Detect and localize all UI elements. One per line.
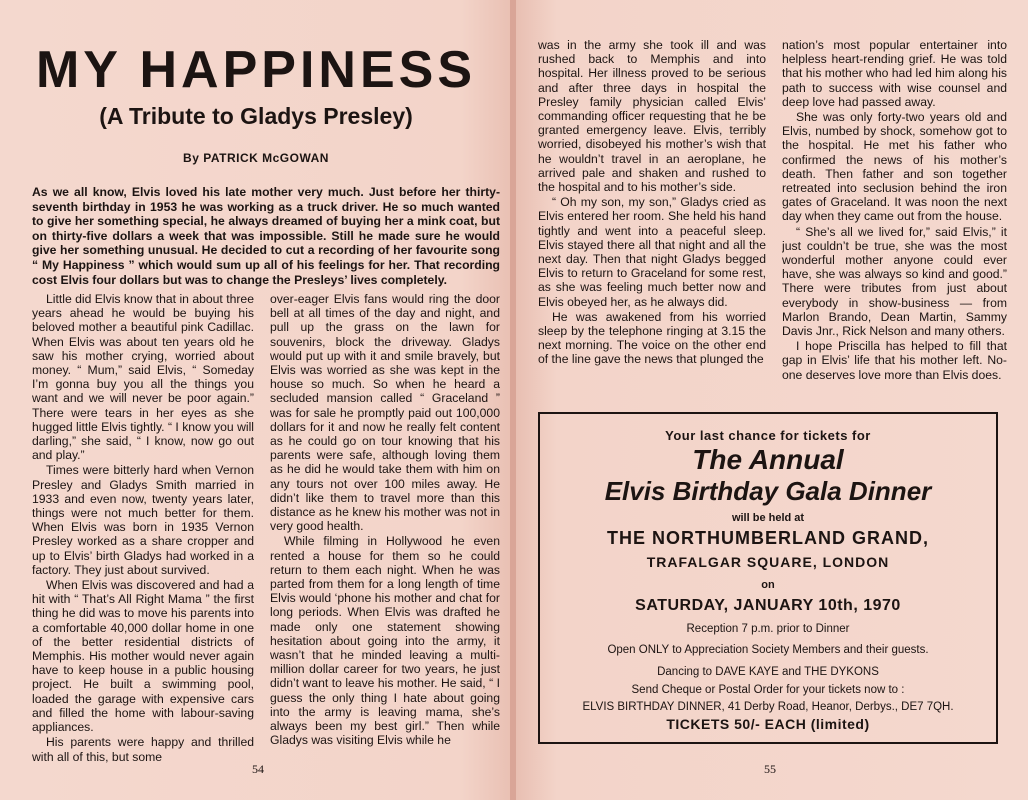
page-number-right: 55 xyxy=(764,762,776,776)
ad-venue: THE NORTHUMBERLAND GRAND, xyxy=(607,528,929,548)
ad-dancing: Dancing to DAVE KAYE and THE DYKONS xyxy=(657,666,879,678)
paragraph: She was only forty-two years old and Elvis, numbed by shock, somehow got to the hospital. He met his father who confirmed the news of his mother’s death. Then father and son together retreated into seclusion behind the iron gates of Graceland. It was noon the next day when they came out from the house. xyxy=(782,110,1007,224)
paragraph: When Elvis was discovered and had a hit with “ That’s All Right Mama ” the first thing he did was to move his parents into a comfortable 40,000 dollar home in one of the better residential districts of Memphis. His mother would never again have to keep house in a public housing project. He built a swimming pool, loaded the garage with expensive cars and filled the home with labour-saving appliances. xyxy=(32,578,254,735)
paragraph: He was awakened from his worried sleep by the telephone ringing at 3.15 the next morning. The voice on the other end of the line gave the news that plunged the xyxy=(538,309,766,367)
gala-dinner-advertisement xyxy=(538,412,998,744)
ad-ticket-price: TICKETS 50/- EACH (limited) xyxy=(666,716,870,732)
ad-date: SATURDAY, JANUARY 10th, 1970 xyxy=(635,597,901,614)
paragraph: Little did Elvis know that in about three years ahead he would be buying his beloved mother a beautiful pink Cadillac. When Elvis was about ten years old he saw his mother crying, worried about money. “ Mum,” said Elvis, “ Someday I’m gonna buy you all the things you want and we will never be poor again.” There were tears in her eyes as she hugged little Elvis tightly. “ I know you will darling,” she said, “ I know, now go out and play.” xyxy=(32,292,254,463)
paragraph: was in the army she took ill and was rushed back to Memphis and into hospital. Her illness proved to be serious and after three days in hospital the Presley family physician called Elvis’ commanding officer requesting that he be granted emergency leave. Elvis, terribly worried, disobeyed his mother’s wish that he wouldn’t travel in an aeroplane, he arrived pale and shaken and rushed to the hospital and to his mother’s side. xyxy=(538,38,766,195)
paragraph: nation’s most popular entertainer into helpless heart-rending grief. He was told that his mother who had led him along his path to success with wise counsel and deep love had passed away. xyxy=(782,38,1007,109)
left-page xyxy=(0,0,512,800)
right-column-2 xyxy=(782,38,1007,398)
paragraph: His parents were happy and thrilled with all of this, but some xyxy=(32,735,254,764)
paragraph: Times were bitterly hard when Vernon Presley and Gladys Smith married in 1933 and even now, twenty years later, things were not much better for them. When Elvis was born in 1935 Vernon Presley worked as a share cropper and up to Elvis’ birth Gladys had worked in a factory. They just about survived. xyxy=(32,463,254,577)
left-column-2 xyxy=(270,292,500,762)
ad-venue-location: TRAFALGAR SQUARE, LONDON xyxy=(646,554,890,570)
ad-held-at: will be held at xyxy=(731,512,805,524)
ad-eligibility: Open ONLY to Appreciation Society Members and their guests. xyxy=(607,644,929,656)
ad-reception: Reception 7 p.m. prior to Dinner xyxy=(686,623,850,635)
left-column-1 xyxy=(32,292,254,772)
article-subtitle: (A Tribute to Gladys Presley) xyxy=(99,103,413,129)
ad-address: ELVIS BIRTHDAY DINNER, 41 Derby Road, Heanor, Derbys., DE7 7QH. xyxy=(582,701,954,713)
paragraph: “ Oh my son, my son,” Gladys cried as Elvis entered her room. She held his hand tightly and went into a peaceful sleep. Elvis stayed there all that night and all the next day. Then that night Gladys begged Elvis to return to Graceland for some rest, as she was feeling much better now and Elvis obeyed her, as he always did. xyxy=(538,195,766,309)
right-page xyxy=(516,0,1028,800)
ad-on: on xyxy=(761,579,775,591)
article-title: MY HAPPINESS xyxy=(35,41,477,99)
ad-send-instructions: Send Cheque or Postal Order for your tickets now to : xyxy=(631,684,905,696)
paragraph: I hope Priscilla has helped to fill that gap in Elvis’ life that his mother left. No-one deserves love more than Elvis does. xyxy=(782,339,1007,382)
ad-headline-event: Elvis Birthday Gala Dinner xyxy=(604,476,932,506)
article-byline: By PATRICK McGOWAN xyxy=(183,151,329,165)
ad-intro-line: Your last chance for tickets for xyxy=(665,428,871,443)
page-number-left: 54 xyxy=(252,762,264,776)
ad-headline-annual: The Annual xyxy=(692,444,844,475)
paragraph: “ She’s all we lived for,” said Elvis,” it just couldn’t be true, she was the most wonderful mother anyone could ever have, she was always so kind and good.” There were tributes from just about everybody in show-business — from Marlon Brando, Dean Martin, Sammy Davis Jnr., Rick Nelson and many others. xyxy=(782,224,1007,339)
article-intro: As we all know, Elvis loved his late mother very much. Just before her thirty-seventh birthday in 1953 he was working as a truck driver. He so much wanted to give her something special, he always dreamed of buying her a mink coat, but on thirty-five dollars a week that was impossible. Still he made sure he would give her something unusual. He decided to cut a recording of her favourite song “ My Happiness ” which would sum up all of his feelings for her. That recording cost Elvis four dollars but was to change the Presleys’ lives completely. xyxy=(32,185,500,287)
right-column-1 xyxy=(538,38,766,393)
paragraph: While filming in Hollywood he even rented a house for them so he could return to them each night. When he was parted from them for a long length of time Elvis would ‘phone his mother and chat for long periods. When Elvis was drafted he made only one statement showing hesitation about going into the army, it wasn’t that he minded leaving a multi-million dollar career for two years, he just didn’t want to leave his mother. He said, “ I guess the only thing I hate about going into the army is leaving mama, she’s always been my best girl.” Then while Gladys was visiting Elvis while he xyxy=(270,534,500,748)
paragraph: over-eager Elvis fans would ring the door bell at all times of the day and night, and pull up the grass on the lawn for souvenirs, block the driveway. Gladys would put up with it and smile bravely, but Elvis was worried as she was kept in the house so much. So when he heard a secluded mansion called “ Graceland ” was for sale he promptly paid out 100,000 dollars for it and now he really felt content as he could go on tour knowing that his parents were safe, although loving them as he did he would take them with him on any tours not over 100 miles away. He didn’t like them to travel more than this distance as he knew his mother was not in very good health. xyxy=(270,292,500,534)
